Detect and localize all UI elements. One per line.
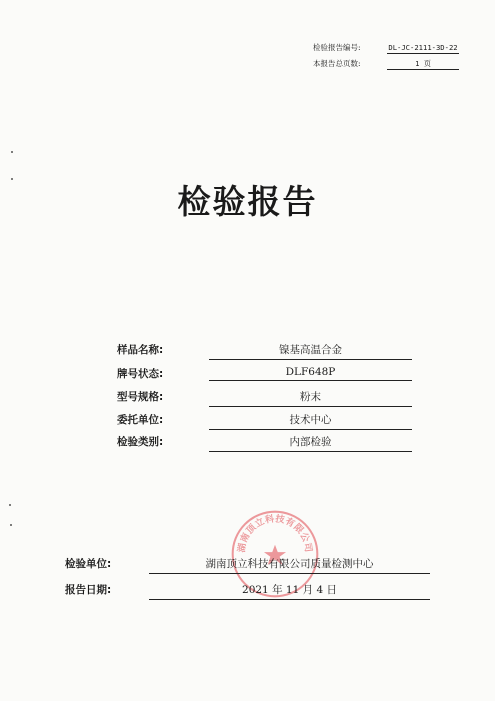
scan-speck [11,178,13,180]
report-date-value: 2021 年 11 月 4 日 [149,582,430,600]
grade-status-field [117,366,412,382]
grade-status-label: 牌号状态: [117,368,164,380]
scan-speck [11,151,13,153]
inspection-type-label: 检验类别: [117,436,164,448]
report-date-label: 报告日期: [65,584,112,596]
total-pages-row [313,59,473,71]
inspection-unit-value: 湖南顶立科技有限公司质量检测中心 [149,556,430,574]
report-number-value: DL-JC-2111-3D-22 [388,43,458,52]
model-spec-value: 粉末 [209,389,412,407]
sample-name-field [117,342,412,358]
sample-name-label: 样品名称: [117,344,164,356]
client-value: 技术中心 [209,412,412,430]
total-pages-value: 1 页 [387,59,459,70]
svg-text:湖南顶立科技有限公司: 湖南顶立科技有限公司 [236,513,314,554]
total-pages-label: 本报告总页数: [313,59,361,68]
model-spec-field [117,389,412,405]
report-number-row [313,43,473,55]
inspection-unit-label: 检验单位: [65,558,112,570]
report-number-label: 检验报告编号: [313,43,361,52]
scan-speck [9,504,11,506]
report-date-field [65,582,430,598]
scan-speck [10,524,12,526]
inspection-type-field [117,434,412,450]
grade-status-value: DLF648P [209,366,412,381]
page-title: 检验报告 [177,182,318,221]
inspection-type-value: 内部检验 [209,434,412,452]
model-spec-label: 型号规格: [117,391,164,403]
client-field [117,412,412,428]
sample-name-value: 镍基高温合金 [209,342,412,360]
client-label: 委托单位: [117,414,164,426]
inspection-unit-field [65,556,430,572]
